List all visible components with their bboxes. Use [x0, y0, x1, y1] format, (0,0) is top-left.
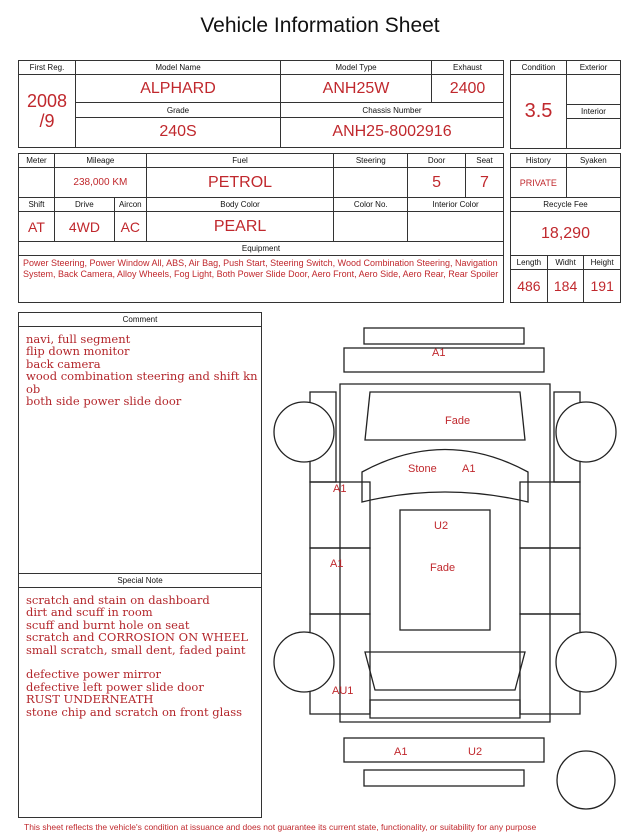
grade-label: Grade — [76, 103, 281, 117]
comment-line: both side power slide door — [26, 394, 182, 409]
comment-text — [19, 327, 261, 573]
color-no-value — [334, 212, 408, 242]
seat-value: 7 — [466, 168, 504, 198]
model-name-value: ALPHARD — [76, 75, 281, 103]
recycle-label: Recycle Fee — [511, 198, 621, 212]
syaken-value — [566, 168, 620, 198]
condition-table — [510, 60, 621, 149]
interior-color-value — [408, 212, 504, 242]
special-note-text — [19, 588, 261, 718]
rear-bumper — [344, 738, 544, 762]
wheel-front-left — [274, 402, 334, 462]
special-note-line: stone chip and scratch on front glass — [26, 704, 243, 719]
shift-value: AT — [19, 212, 55, 242]
rear-window — [365, 652, 525, 690]
width-label: Widht — [547, 256, 584, 270]
meter-label: Meter — [19, 154, 55, 168]
roof-mark: U2 — [434, 520, 449, 532]
grade-value: 240S — [76, 117, 281, 147]
special-note-label: Special Note — [19, 574, 261, 588]
comment-label: Comment — [19, 313, 261, 327]
body-color-label: Body Color — [146, 198, 334, 212]
comment-line: navi, full segment — [26, 332, 131, 346]
special-note-section — [19, 573, 261, 718]
interior-label: Interior — [567, 105, 621, 119]
rear-bumper-right-mark: U2 — [468, 746, 483, 758]
condition-label: Condition — [511, 61, 567, 75]
special-note-line: dirt and scuff in room — [26, 605, 153, 620]
comment-line: ob — [26, 381, 41, 396]
special-note-line: scratch and stain on dashboard — [26, 593, 210, 607]
model-name-label: Model Name — [76, 61, 281, 75]
exterior-label: Exterior — [567, 61, 621, 75]
door-value: 5 — [408, 168, 466, 198]
color-no-label: Color No. — [334, 198, 408, 212]
rear-bumper-bottom — [364, 770, 524, 786]
spec-table — [18, 153, 504, 303]
mileage-value: 238,000 KM — [54, 168, 146, 198]
windshield-stone-mark: Stone — [408, 463, 437, 475]
rear-bumper-left-mark: A1 — [394, 746, 408, 758]
front-bumper-top — [364, 328, 524, 344]
comment-line: back camera — [26, 356, 101, 371]
windshield — [362, 450, 528, 503]
condition-value: 3.5 — [511, 75, 567, 149]
special-note-line: scratch and CORROSION ON WHEEL — [26, 630, 249, 645]
exterior-value — [567, 75, 621, 105]
left-rear-quarter-mark: AU1 — [332, 685, 354, 697]
history-label: History — [511, 154, 567, 168]
steering-label: Steering — [334, 154, 408, 168]
first-reg-month: /9 — [39, 111, 55, 132]
exhaust-label: Exhaust — [432, 61, 504, 75]
rear-hatch — [370, 700, 520, 718]
notes-panel — [18, 312, 262, 818]
chassis-label: Chassis Number — [281, 103, 504, 117]
recycle-value: 18,290 — [511, 212, 621, 256]
comment-line: wood combination steering and shift kn — [26, 369, 258, 384]
side-table — [510, 153, 621, 303]
special-note-line: defective power mirror — [26, 667, 162, 682]
rear-roof-mark: Fade — [430, 562, 456, 574]
steering-value — [334, 168, 408, 198]
page-title: Vehicle Information Sheet — [200, 14, 440, 37]
left-rear-door-mark: A1 — [330, 558, 344, 570]
aircon-label: Aircon — [114, 198, 146, 212]
spare-wheel — [557, 751, 615, 809]
width-value: 184 — [547, 270, 584, 303]
fuel-label: Fuel — [146, 154, 334, 168]
comment-line: flip down monitor — [26, 344, 130, 359]
equipment-value: Power Steering, Power Window All, ABS, Air Bag, Push Start, Steering Switch, Wood Combination Steering, Navigation System, Back Camera, Alloy Wheels, Fog Light, Both Power Slide Door, Aero Front, Aero Side, Aero Rear, Rear Spoiler — [19, 256, 504, 303]
disclaimer-footer: This sheet reflects the vehicle's condition at issuance and does not guarantee its current state, functionality, or suitability for any purpose — [24, 822, 537, 832]
main-info-table — [18, 60, 504, 148]
equipment-label: Equipment — [19, 242, 504, 256]
aircon-value: AC — [114, 212, 146, 242]
first-reg-year: 2008 — [26, 91, 68, 112]
special-note-line: defective left power slide door — [26, 679, 204, 694]
first-reg-label: First Reg. — [19, 61, 76, 75]
body-color-value: PEARL — [146, 212, 334, 242]
special-note-line: scuff and burnt hole on seat — [26, 617, 190, 632]
wheel-front-right — [556, 402, 616, 462]
body-outline — [340, 384, 550, 722]
hood-mark: Fade — [445, 415, 471, 427]
history-value: PRIVATE — [511, 168, 567, 198]
syaken-label: Syaken — [566, 154, 620, 168]
chassis-value: ANH25-8002916 — [281, 117, 504, 147]
wheel-rear-right — [556, 632, 616, 692]
left-front-door-mark: A1 — [333, 483, 347, 495]
mileage-label: Mileage — [54, 154, 146, 168]
drive-value: 4WD — [54, 212, 114, 242]
front-bumper-mark: A1 — [432, 347, 446, 359]
length-label: Length — [511, 256, 548, 270]
length-value: 486 — [511, 270, 548, 303]
height-value: 191 — [584, 270, 621, 303]
windshield-a1-mark: A1 — [462, 463, 476, 475]
fuel-value: PETROL — [146, 168, 334, 198]
interior-color-label: Interior Color — [408, 198, 504, 212]
shift-label: Shift — [19, 198, 55, 212]
door-label: Door — [408, 154, 466, 168]
model-type-label: Model Type — [281, 61, 432, 75]
meter-value — [19, 168, 55, 198]
interior-value — [567, 119, 621, 149]
special-note-line: RUST UNDERNEATH — [26, 692, 154, 707]
model-type-value: ANH25W — [281, 75, 432, 103]
drive-label: Drive — [54, 198, 114, 212]
seat-label: Seat — [466, 154, 504, 168]
exhaust-value: 2400 — [432, 75, 504, 103]
special-note-line: small scratch, small dent, faded paint — [26, 642, 246, 657]
wheel-rear-left — [274, 632, 334, 692]
first-reg-value — [19, 75, 76, 148]
height-label: Height — [584, 256, 621, 270]
